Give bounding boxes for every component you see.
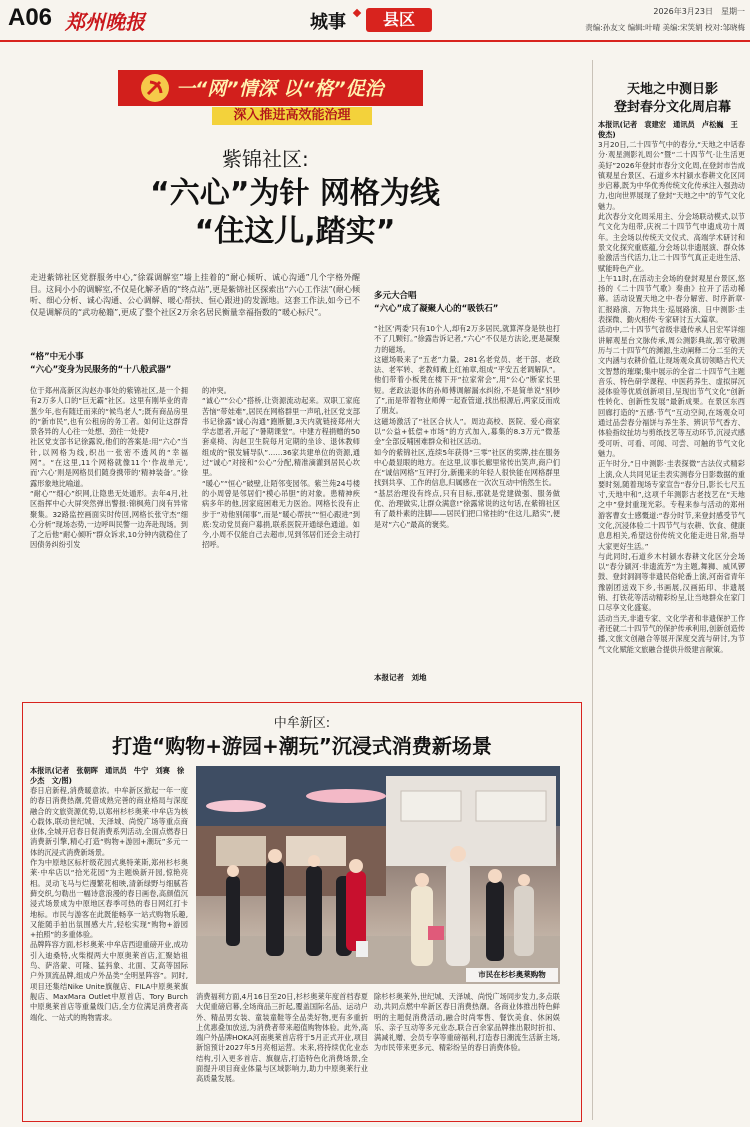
feature-kicker: 中牟新区: [273,716,331,731]
lead-column-2: 的冲突。 “诚心”“公心”搭桥,让资源流动起来。双职工家庭苦恼“带娃难”,居民在网格群里一声吼,社区党支部书记徐露“诚心沟通”跑断腿,3天内就链接郑州大学志愿者,开起了“暑期课堂”。中建方程捐赠的50套桌椅、沟赵卫生院每月定期的坐诊、退休教师组成的“银发辅导队”……36家共建单位的资源,通过“诚心”对接和“公心”分配,精准滴灌到居民心坎里。 “暖心”“恒心”破壁,让陌邻变园邻。紫兰苑24号楼的小周曾是邻居们“模心吊胆”的对象。患精神疾病多年的他,因家庭困难无力医治。网格长没有止步于“劝他别闹事”,而是“暖心帮扶”“恒心跟进”到底:发动党员商户募捐,联系医院开通绿色通道。如今,小周不仅能自己去超市,见到邻居们还会主动打招呼。 [202,386,360,550]
feature-byline: 本报讯(记者 张朝晖 通讯员 牛宁 刘赛 徐少杰 文/图) [30,766,185,786]
lead-byline: 本报记者 刘地 [374,673,427,682]
photo-caption: 市民在杉杉奥莱购物 [466,968,558,982]
newspaper-logo: 郑州晚报 [65,10,145,34]
lead-title-line1: “六心”为针 网格为线 [150,176,440,211]
lead-sub1-title2: “六心”变身为民服务的“十八般武器” [30,365,172,375]
column-divider [592,60,593,1120]
side-title-line1: 天地之中测日影 [626,82,718,97]
banner-subtitle: 深入推进高效能治理 [212,107,372,125]
lead-sub1-title: “格”中无小事 [30,352,84,362]
section-tag: 县区 [366,8,432,32]
issue-date: 2026年3月23日 星期一 [653,7,745,16]
side-title-line2: 登封春分文化周启幕 [613,100,731,115]
feature-title: 打造“购物+游园+潮玩”沉浸式消费新场景 [112,734,492,758]
shopping-photo [196,766,560,984]
side-story-text: 3月20日,二十四节气中的春分,“天地之中话春分·观星测影礼周公”暨“二十四节气·让生活更美好”2026年登封市春分文化周,在登封市告成镇观星台景区、石道乡木村颍水春耕文化区同步启幕,既为中华优秀传统文化传承注入强劲动力,也向世界展现了登封“天地之中”的节气文化魅力。 此次春分文化周采用主、分会场联动模式,以节气文化为纽带,庆祝二十四节气申遗成功十周年。主会场以传统天文仪式、高端学术研讨和景文化探究重底蕴,分会场以非遗展演、群众体验激活当代活力,让二十四节气真正走进生活、赋能時色产业。 上午11时,在活动主会场的登封观星台景区,悠扬的《二十四节气歌》奏曲》拉开了活动稀幕。活动设置天地之中·春分解密、时序新章·汇报路演、万物共生·巡展路演、日中测影·圭表探微、勤火相传·专家研讨五大篇章。 活动中,二十四节气省级非遗传承人吕宏军详细讲解观星台文脉传承,周公测影典故,郭守敬测历与二十四节气的渊源,生动阐释二分二至的天文内涵与农耕价值,让现场观众真切领略古代天文智慧的璀璨;集中展示的全省二十四节气主题音乐、特色研学课程、中医药养生、虚拟屏沉浸体验等优质创新项目,呈现出节气文化“创新性转化、创新性发展”最新成果。在景区东西回廊打造的“五感·节气”互动空间,在场观众可通过品尝春分福饼与养生茶、辨识节气香方、体验指纹扯坊与剪纸技艺等互动环节,沉浸式感受可听、可看、可闻、可尝、可触的节气文化魅力。 正午时分,“日中测影·圭表探微”古法仪式精彩上演,众人共同见证圭表实测春分日影数据的重要时刻,随着现场专家宣告“春分日,影长七尺五寸,天地中和”,这项千年测影古老技艺在“天地之中”登封重现光彩。专程来参与活动的郑州游客曹女士感慨道:“春分时节,来登封感受节气文化,沉浸体验二十四节气与农耕、饮食、健康息息相关,希望这份传统文化能走进日常,指导大家更好生活。” 与此同时,石道乡木村颍水春耕文化区分会场以“春分颍河·非遗流芳”为主题,舞狮、威风锣鼓、登封洞洞等非遗民俗轮番上演,河南省青年豫剧团送戏下乡,书画展,汉画拓印、非遗展销、打铁花等活动精彩纷呈,让当地群众在家门口尽享文化盛宴。 活动当天,非遗专家、文化学者和非遗保护工作者还就二十四节气的保护传承利用,创新创造传播,文旅文创融合等展开深度交流与研讨,为节气文化赋能文旅融合提供升级建言献策。 [598,140,745,654]
lead-title-line2: “住这儿,踏实” [194,214,396,249]
section-title: 城事 [310,12,346,33]
lead-column-3: “社区‘两委’只有10个人,却有2万多居民,就算浑身是铁也打不了几颗钉。”徐露告诉记者,“六心”不仅是方法论,更是凝聚力的磁场。 这磁场吸来了“五老”力量。281名老党员、老干部、老政法、老军转、老教师戴上红袖章,组成“平安五老调解队”。他们带着小板凳在楼下开“拉家常会”,用“公心”断家长里短。老政法退休的孙师傅调解漏水纠纷,不是简单说“别吵了”,而是带着物业师傅一起查管道,找出根源后,两家反而成了朋友。 这磁场激活了“社区合伙人”。周边高校、医院、爱心商家以“公益+低偿+市场”的方式加入,募集的8.3万元“微基金”全部反哺困难群众和社区活动。 如今的紫锦社区,连续5年获得“三零”社区的奖牌,挂在服务中心最显眼的地方。在这里,议事长廊里常传出笑声,商户们在“诚信网格”互评打分,新搬来的年轻人很快能在网格群里找到共享、工作的信息,归属感在一次次互动中悄然生长。 “基层治理没有终点,只有目标,那就是党建做强、服务做优、治理做实,让群众满意!”徐露常说的这句话,在紫锦社区有了最朴素的注脚——居民们把口常挂的“住这儿,踏实”,便是对“六心”最高的褒奖。 [374,324,560,529]
campaign-banner [118,70,423,126]
lead-kicker: 紫锦社区: [222,147,309,171]
feature-column-3: 除杉杉奥莱外,世纪城、天泽城、尚悦广场同步发力,多点联动,共同点燃中牟新区春日消费热潮。各商业体推出特色鲜明的主题促消费活动,融合时尚零售、餐饮美食、休闲娱乐、亲子互动等多元业态,联合百余家品牌推出限时折扣、满减礼赠、会员专享等重磅福利,打造春日潮流生活新主场,为市民带来更多元、精彩纷呈的春日消费体验。 [374,992,560,1053]
feature-column-1: 春日启新程,消费暖意浓。中牟新区掀起一年一度的春日消费热潮,凭借成熟完善的商业格局与深度融合的文旅资源优势,以郑州杉杉奥莱·中牟店为核心载体,联动世纪城、天泽城、尚悦广场等重点商业体,全城开启春日促消费系列活动,全面点燃春日消费新引擎,精心打造“购物+游园+潮玩”多元一体的沉浸式消费新场景。 作为中原地区标杆级花园式奥特莱斯,郑州杉杉奥莱·中牟店以“拾光花园”为主题焕新开园,惊艳亮相。灵动飞马与烂漫繁花相映,清新绿野与细腻苔藓交织,匀勒出一幅诗意浪漫的春日画卷,高颜值沉浸式场景成为中原地区春季可热的春日网红打卡地标。市民与游客在此既能畅享一站式购物乐趣,又能随手拍出氛围感大片,轻松实现“购物+游园+拍照”的多重体验。 品牌阵容方面,杉杉奥莱·中牟店西迎重磅开业,成功引入迪桑特,火柴棍两大中原奥莱首店,汇聚始祖鸟、萨洛蒙、可隆、猛犸象、北面、艾高等国际户外顶流品牌,组成户外品类“全明星阵容”。同时,项目还集结Nike Unite旗舰店、FILA中原奥莱旗舰店、MaxMara Outlet中原首店、Tory Burch中原奥莱首店等重量级门店,全方位满足消费者高端化、一站式的购物需求。 [30,786,188,1022]
lead-intro: 走进紫锦社区党群服务中心,“徐霖调解室”墙上挂着的“耐心倾听、诚心沟通”几个字格外醒目。这间小小的调解室,不仅是化解矛盾的“终点站”,更是紫锦社区探索出“六心工作法”(耐心倾听、细心分析、诚心沟通、公心调解、暖心帮扶、恒心跟进)的发源地。这套工作法,如今已不仅是调解员的“武功秘籍”,更成了整个社区2万余名居民衡量幸福指数的“暖心标尺”。 [30,273,360,317]
lead-column-1: 位于郑州高新区沟赵办事处的紫锦社区,是一个拥有2万多人口的“巨无霸”社区。这里有刚毕业的青葱少年,也有随迁而来的“候鸟老人”;既有商品房里的“新市民”,也有公租房的务工者。如何让这群背景各异的人心往一处想、劲往一处使? 社区党支部书记徐露说,他们的答案是:用“六心”当针,以网格为线,织出一张密不透风的“幸福网”。“在这里,11个网格就像11个‘作战单元’,而‘六心’则是网格员们随身携带的‘精神装备’。”徐露形象地比喻道。 “耐心”“细心”织网,让隐患无处遁形。去年4月,社区指挥中心大屏突然弹出警报:锦枫苑门岗有异常聚集。32路监控画面实时传回,网格长张守杰“细心分析”现场态势,一边呼叫民警一边奔赴现场。到了之后他“耐心倾听”群众诉求,10分钟内就稳住了因债务纠纷引发 [30,386,188,550]
lead-sub2-title: 多元大合唱 [374,291,417,301]
feature-column-2: 消费福利方面,4月16日至20日,杉杉奥莱年度首档春夏大促重磅启幕,全场商品三折起,覆盖国际名品、运动户外、精品男女装、童装童鞋等全品类好物,更有多重折上优惠叠加放送,为消费者带来超值购物体验。此外,高端户外品牌HOKA河南奥莱首店将于5月正式开业,项目新馆预计2027年5月亮相运营。未来,将持续优化业态结构,引入更多首店、旗舰店,打造特色化消费场景,全面提升项目商业体量与区域影响力,助力中原奥莱行业高质量发展。 [196,992,368,1084]
page-number: A06 [8,4,53,31]
party-emblem-icon [140,73,170,103]
banner-title: 一“网”情深 以“格”促治 [176,78,384,100]
lead-sub2-title2: “六心”成了凝聚人心的“吸铁石” [374,304,499,314]
editor-credits: 责编:孙友文 编辑:叶晴 美编:宋笑娟 校对:邹晓梅 [585,23,745,32]
side-byline: 本报讯(记者 袁建宏 通讯员 卢松巍 王俊杰) [598,120,738,140]
shopping-scene-image [196,766,560,984]
